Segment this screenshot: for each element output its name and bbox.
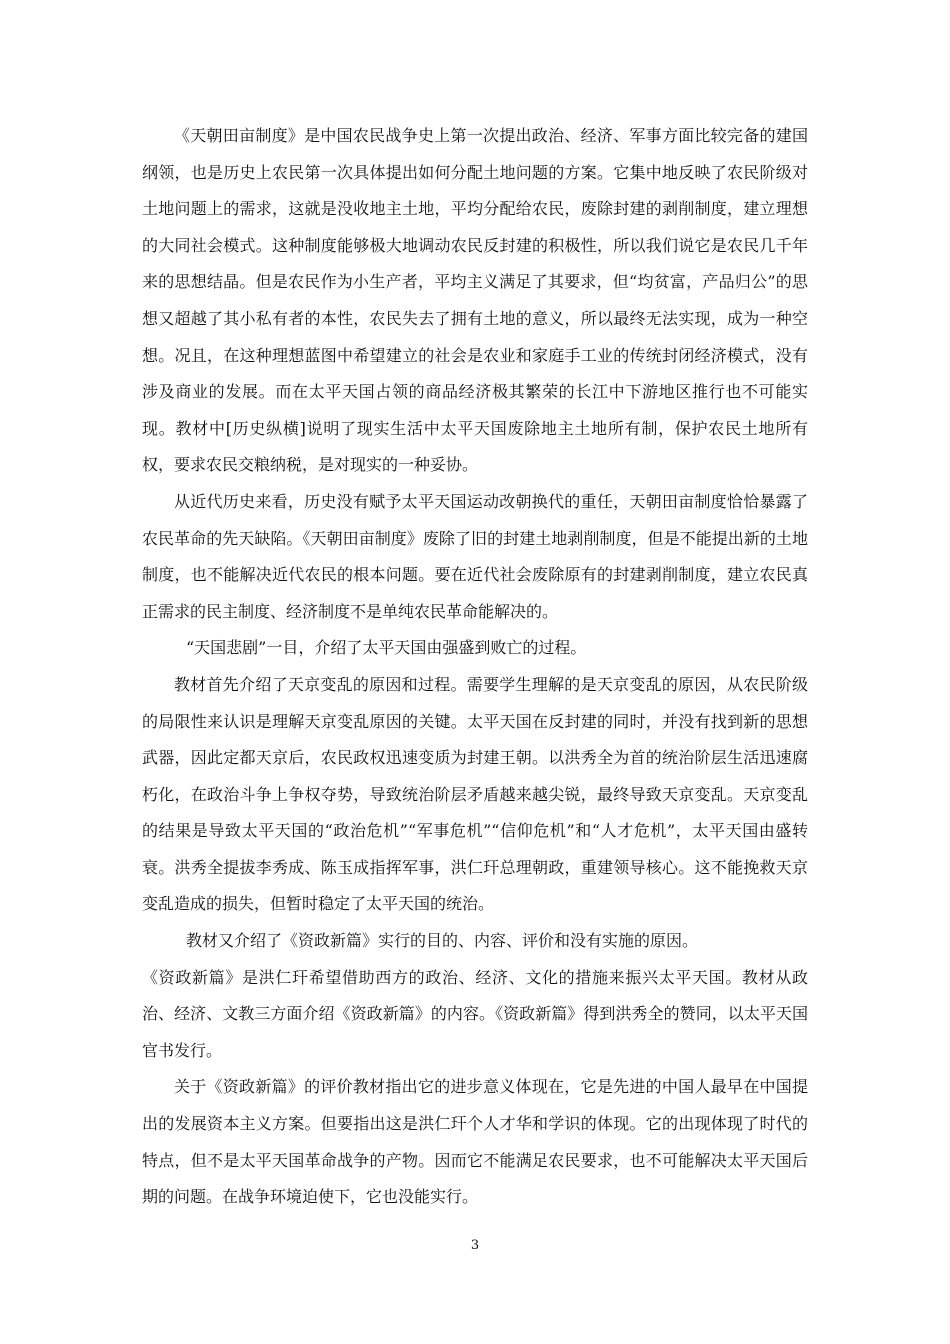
paragraph-tianguo-tragedy: “天国悲剧”一目，介绍了太平天国由强盛到败亡的过程。 [186,638,587,658]
page-number: 3 [470,1238,480,1253]
body-text [142,118,808,1216]
paragraph-tianjing-incident: 教材首先介绍了天京变乱的原因和过程。需要学生理解的是天京变乱的原因，从农民阶级的局限性来认识是理解天京变乱原因的关键。太平天国在反封建的同时，并没有找到新的思想武器，因此定都天京后，农民政权迅速变质为封建王朝。以洪秀全为首的统治阶层生活迅速腐朽化，在政治斗争上争权夺势，导致统治阶层矛盾越来越尖锐，最终导致天京变乱。天京变乱的结果是导致太平天国的“政治危机”“军事危机”“信仰危机”和“人才危机”，太平天国由盛转衰。洪秀全提拔李秀成、陈玉成指挥军事，洪仁玕总理朝政，重建领导核心。这不能挽救天京变乱造成的损失，但暂时稳定了太平天国的统治。 [142,674,808,914]
paragraph-historical-significance: 从近代历史来看，历史没有赋予太平天国运动改朝换代的重任，天朝田亩制度恰恰暴露了农民革命的先天缺陷。《天朝田亩制度》废除了旧的封建土地剥削制度，但是不能提出新的土地制度，也不能解决近代农民的根本问题。要在近代社会废除原有的封建剥削制度，建立农民真正需求的民主制度、经济制度不是单纯农民革命能解决的。 [142,491,808,621]
paragraph-zizheng-xinpian-content: 《资政新篇》是洪仁玕希望借助西方的政治、经济、文化的措施来振兴太平天国。教材从政治、经济、文教三方面介绍《资政新篇》的内容。《资政新篇》得到洪秀全的赞同，以太平天国官书发行。 [142,967,808,1060]
paragraph-tianchao-tianmu-system: 《天朝田亩制度》是中国农民战争史上第一次提出政治、经济、军事方面比较完备的建国纲领，也是历史上农民第一次具体提出如何分配土地问题的方案。它集中地反映了农民阶级对土地问题上的需求，这就是没收地主土地，平均分配给农民，废除封建的剥削制度，建立理想的大同社会模式。这种制度能够极大地调动农民反封建的积极性，所以我们说它是农民几千年来的思想结晶。但是农民作为小生产者，平均主义满足了其要求，但“均贫富，产品归公”的思想又超越了其小私有者的本性，农民失去了拥有土地的意义，所以最终无法实现，成为一种空想。况且，在这种理想蓝图中希望建立的社会是农业和家庭手工业的传统封闭经济模式，没有涉及商业的发展。而在太平天国占领的商品经济极其繁荣的长江中下游地区推行也不可能实现。教材中[历史纵横]说明了现实生活中太平天国废除地主土地所有制，保护农民土地所有权，要求农民交粮纳税，是对现实的一种妥协。 [142,126,808,475]
paragraph-zizheng-xinpian-evaluation: 关于《资政新篇》的评价教材指出它的进步意义体现在，它是先进的中国人最早在中国提出的发展资本主义方案。但要指出这是洪仁玕个人才华和学识的体现。它的出现体现了时代的特点，但不是太平天国革命战争的产物。因而它不能满足农民要求，也不可能解决太平天国后期的问题。在战争环境迫使下，它也没能实行。 [142,1077,808,1207]
paragraph-zizheng-xinpian-intro: 教材又介绍了《资政新篇》实行的目的、内容、评价和没有实施的原因。 [186,931,699,951]
